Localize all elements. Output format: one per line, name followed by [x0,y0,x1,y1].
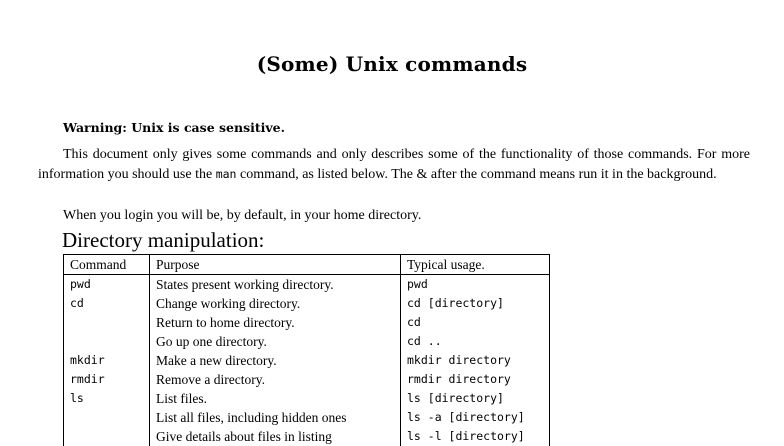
table-row [64,370,550,389]
cell-usage: cd .. [401,332,550,351]
cell-usage: rmdir directory [401,370,550,389]
header-usage: Typical usage. [401,255,550,275]
cell-usage: ls -l [directory] [401,427,550,446]
cell-command: ls [64,389,150,408]
man-command-text: man [215,166,237,181]
cell-usage: mkdir directory [401,351,550,370]
table-row [64,408,550,427]
cell-purpose: Make a new directory. [150,351,401,370]
table-header-row [64,255,550,275]
cell-purpose: Change working directory. [150,294,401,313]
table-row [64,294,550,313]
cell-command: mkdir [64,351,150,370]
cell-usage: cd [401,313,550,332]
cell-purpose: List files. [150,389,401,408]
cell-command: rmdir [64,370,150,389]
commands-table [63,254,550,446]
cell-usage: ls [directory] [401,389,550,408]
cell-usage: pwd [401,275,550,295]
table-row [64,313,550,332]
cell-command [64,313,150,332]
cell-command [64,332,150,351]
cell-purpose: Return to home directory. [150,313,401,332]
cell-command [64,427,150,446]
cell-command [64,408,150,427]
cell-purpose: List all files, including hidden ones [150,408,401,427]
section-heading: Directory manipulation: [62,228,265,252]
table-row [64,351,550,370]
cell-purpose: States present working directory. [150,275,401,295]
warning-text: Warning: Unix is case sensitive. [63,120,285,135]
cell-usage: cd [directory] [401,294,550,313]
login-note: When you login you will be, by default, in your home directory. [63,208,422,223]
table-row [64,427,550,446]
header-purpose: Purpose [150,255,401,275]
cell-purpose: Remove a directory. [150,370,401,389]
cell-command: cd [64,294,150,313]
table-row [64,332,550,351]
table-row [64,389,550,408]
intro-text-part2: command, as listed below. The & after the command means run it in the background. [236,166,717,182]
intro-text-part1: This document only gives some commands and only describes some of the functionality of those commands. For more information you should use the [38,147,750,182]
table-row [64,275,550,295]
cell-usage: ls -a [directory] [401,408,550,427]
cell-purpose: Give details about files in listing [150,427,401,446]
intro-paragraph [38,146,750,185]
header-command: Command [64,255,150,275]
cell-purpose: Go up one directory. [150,332,401,351]
page-title: (Some) Unix commands [256,52,528,76]
cell-command: pwd [64,275,150,295]
